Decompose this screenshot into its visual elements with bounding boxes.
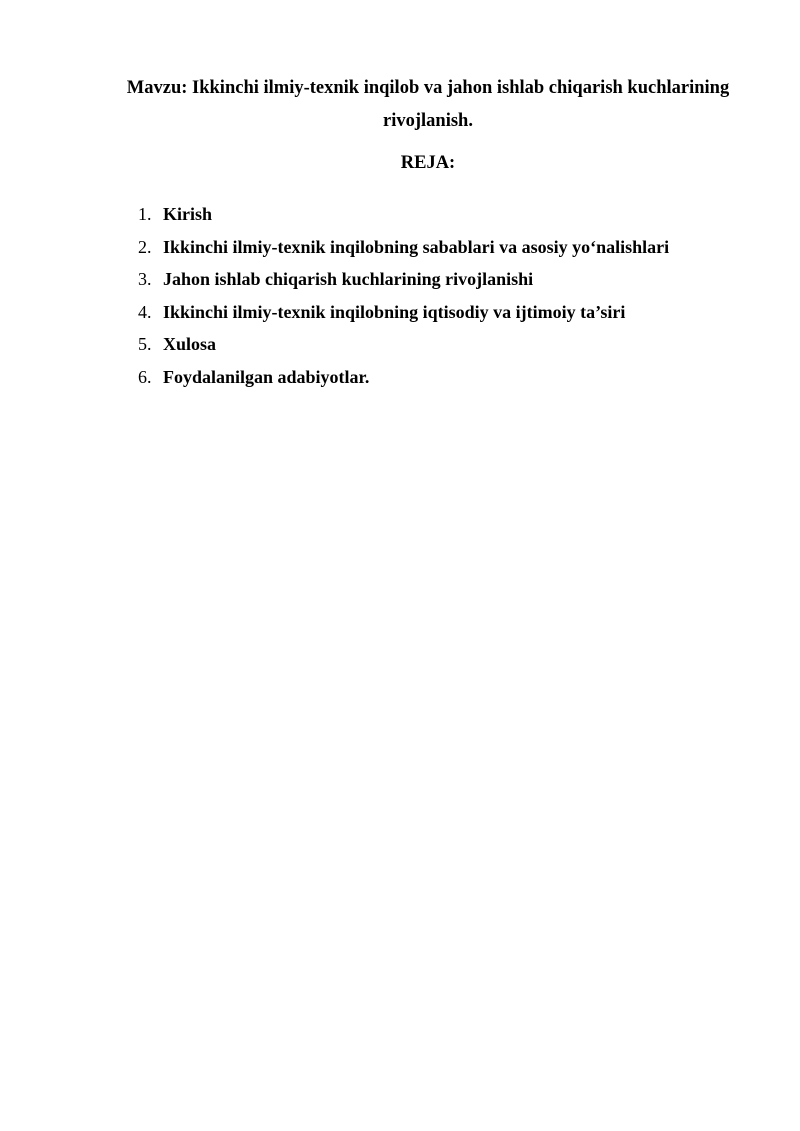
plan-item-text: Jahon ishlab chiqarish kuchlarining rivojlanishi bbox=[163, 269, 534, 289]
plan-item-text: Xulosa bbox=[163, 334, 217, 354]
plan-item-number: 3. bbox=[138, 269, 152, 289]
plan-item bbox=[138, 264, 669, 297]
plan-list bbox=[138, 199, 669, 394]
plan-item bbox=[138, 329, 669, 362]
plan-item-number: 6. bbox=[138, 366, 152, 387]
plan-item-number: 4. bbox=[138, 301, 152, 322]
plan-item bbox=[138, 232, 669, 265]
plan-item-number: 5. bbox=[138, 334, 152, 354]
plan-item bbox=[138, 199, 669, 232]
plan-item-number: 2. bbox=[138, 236, 152, 257]
plan-item bbox=[138, 362, 669, 395]
plan-item-text: Kirish bbox=[163, 204, 213, 224]
plan-item-number: 1. bbox=[138, 204, 152, 224]
plan-item-text: Ikkinchi ilmiy-texnik inqilobning iqtisodiy va ijtimoiy ta’siri bbox=[163, 301, 626, 322]
document-title: Mavzu: Ikkinchi ilmiy-texnik inqilob va jahon ishlab chiqarish kuchlarining rivojlanish. bbox=[126, 78, 730, 131]
plan-item-text: Ikkinchi ilmiy-texnik inqilobning sabablari va asosiy yo‘nalishlari bbox=[163, 236, 670, 257]
plan-heading: REJA: bbox=[400, 153, 456, 173]
plan-item-text: Foydalanilgan adabiyotlar. bbox=[163, 366, 370, 387]
plan-item bbox=[138, 297, 669, 330]
